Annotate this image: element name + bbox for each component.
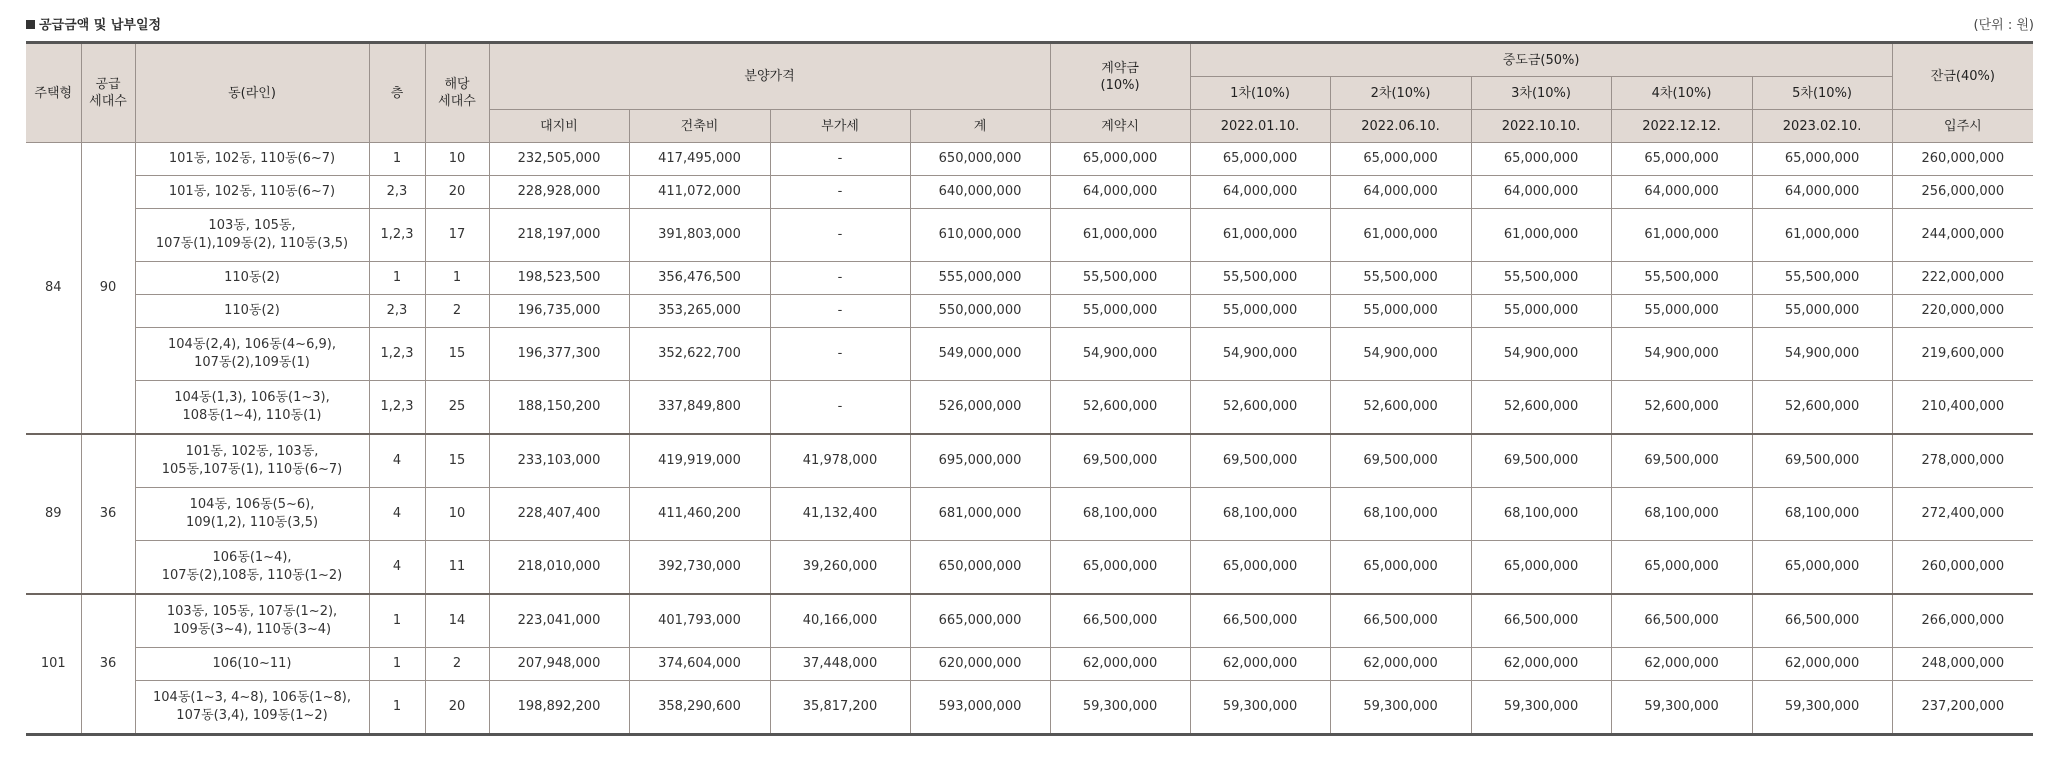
cell-land: 196,735,000 [489,295,629,328]
table-body [26,143,2033,735]
cell-balance: 244,000,000 [1892,209,2033,262]
cell-total: 549,000,000 [910,328,1050,381]
cell-vat: - [770,328,910,381]
cell-total: 681,000,000 [910,488,1050,541]
cell-build: 417,495,000 [629,143,770,176]
cell-land: 228,407,400 [489,488,629,541]
cell-total: 665,000,000 [910,594,1050,648]
table-row [26,488,2033,541]
header-balance: 잔금(40%) [1892,43,2033,110]
cell-land: 233,103,000 [489,434,629,488]
cell-m1: 68,100,000 [1190,488,1330,541]
cell-balance: 260,000,000 [1892,143,2033,176]
header-d3: 2022.10.10. [1471,110,1611,143]
cell-m4: 64,000,000 [1611,176,1752,209]
cell-total: 526,000,000 [910,381,1050,435]
cell-count: 20 [425,681,489,735]
header-land: 대지비 [489,110,629,143]
table-row [26,328,2033,381]
cell-vat: - [770,143,910,176]
cell-contract: 55,500,000 [1050,262,1190,295]
header-m5: 5차(10%) [1752,77,1892,110]
cell-m5: 68,100,000 [1752,488,1892,541]
cell-floor: 4 [369,488,425,541]
cell-floor: 1 [369,143,425,176]
cell-balance: 248,000,000 [1892,648,2033,681]
cell-floor: 1,2,3 [369,209,425,262]
cell-m4: 59,300,000 [1611,681,1752,735]
cell-m3: 54,900,000 [1471,328,1611,381]
cell-m5: 69,500,000 [1752,434,1892,488]
cell-floor: 2,3 [369,295,425,328]
cell-balance: 237,200,000 [1892,681,2033,735]
cell-contract: 65,000,000 [1050,541,1190,595]
header-count: 해당 세대수 [425,43,489,143]
cell-m2: 65,000,000 [1330,541,1471,595]
cell-dong: 101동, 102동, 110동(6~7) [135,143,369,176]
cell-contract: 54,900,000 [1050,328,1190,381]
cell-m1: 55,500,000 [1190,262,1330,295]
cell-m2: 52,600,000 [1330,381,1471,435]
cell-vat: - [770,295,910,328]
cell-m4: 55,500,000 [1611,262,1752,295]
cell-count: 1 [425,262,489,295]
cell-land: 196,377,300 [489,328,629,381]
cell-total: 550,000,000 [910,295,1050,328]
cell-contract: 61,000,000 [1050,209,1190,262]
header-vat: 부가세 [770,110,910,143]
square-bullet-icon [26,20,35,29]
cell-m2: 55,500,000 [1330,262,1471,295]
cell-m5: 62,000,000 [1752,648,1892,681]
cell-m3: 69,500,000 [1471,434,1611,488]
cell-m4: 55,000,000 [1611,295,1752,328]
cell-build: 411,072,000 [629,176,770,209]
section-title-text: 공급금액 및 납부일정 [39,18,162,33]
cell-m4: 52,600,000 [1611,381,1752,435]
cell-dong: 106(10~11) [135,648,369,681]
cell-m1: 52,600,000 [1190,381,1330,435]
header-build: 건축비 [629,110,770,143]
header-contract-when: 계약시 [1050,110,1190,143]
cell-dong: 110동(2) [135,295,369,328]
cell-m4: 69,500,000 [1611,434,1752,488]
cell-floor: 2,3 [369,176,425,209]
cell-m3: 59,300,000 [1471,681,1611,735]
table-row [26,648,2033,681]
cell-total: 610,000,000 [910,209,1050,262]
cell-contract: 68,100,000 [1050,488,1190,541]
cell-m3: 55,000,000 [1471,295,1611,328]
cell-m2: 68,100,000 [1330,488,1471,541]
header-balance-when: 입주시 [1892,110,2033,143]
cell-vat: - [770,381,910,435]
cell-m3: 52,600,000 [1471,381,1611,435]
cell-build: 401,793,000 [629,594,770,648]
cell-m5: 52,600,000 [1752,381,1892,435]
cell-floor: 1 [369,262,425,295]
cell-count: 2 [425,648,489,681]
cell-total: 695,000,000 [910,434,1050,488]
header-m4: 4차(10%) [1611,77,1752,110]
header-middle: 중도금(50%) [1190,43,1892,77]
cell-m3: 65,000,000 [1471,143,1611,176]
cell-dong: 101동, 102동, 110동(6~7) [135,176,369,209]
cell-m3: 65,000,000 [1471,541,1611,595]
cell-dong: 103동, 105동, 107동(1~2), 109동(3~4), 110동(3~4) [135,594,369,648]
cell-m5: 55,500,000 [1752,262,1892,295]
cell-m1: 65,000,000 [1190,541,1330,595]
table-row [26,681,2033,735]
cell-m1: 54,900,000 [1190,328,1330,381]
cell-m4: 62,000,000 [1611,648,1752,681]
unit-label: (단위 : 원) [1973,18,2034,33]
header-m3: 3차(10%) [1471,77,1611,110]
cell-total: 593,000,000 [910,681,1050,735]
header-m2: 2차(10%) [1330,77,1471,110]
cell-contract: 55,000,000 [1050,295,1190,328]
cell-vat: 37,448,000 [770,648,910,681]
cell-land: 218,197,000 [489,209,629,262]
cell-m4: 54,900,000 [1611,328,1752,381]
cell-m1: 61,000,000 [1190,209,1330,262]
cell-vat: 41,978,000 [770,434,910,488]
header-dong: 동(라인) [135,43,369,143]
cell-build: 411,460,200 [629,488,770,541]
cell-m2: 62,000,000 [1330,648,1471,681]
cell-type: 89 [26,434,81,594]
cell-m2: 55,000,000 [1330,295,1471,328]
cell-total: 555,000,000 [910,262,1050,295]
table-row [26,594,2033,648]
cell-m2: 66,500,000 [1330,594,1471,648]
cell-floor: 4 [369,434,425,488]
cell-contract: 69,500,000 [1050,434,1190,488]
cell-m2: 54,900,000 [1330,328,1471,381]
cell-m1: 64,000,000 [1190,176,1330,209]
cell-balance: 220,000,000 [1892,295,2033,328]
table-row [26,541,2033,595]
cell-dong: 104동(1,3), 106동(1~3), 108동(1~4), 110동(1) [135,381,369,435]
section-title [26,14,161,33]
cell-land: 232,505,000 [489,143,629,176]
cell-dong: 104동, 106동(5~6), 109(1,2), 110동(3,5) [135,488,369,541]
cell-m2: 69,500,000 [1330,434,1471,488]
cell-contract: 59,300,000 [1050,681,1190,735]
cell-vat: 35,817,200 [770,681,910,735]
cell-floor: 1 [369,681,425,735]
cell-contract: 64,000,000 [1050,176,1190,209]
cell-count: 17 [425,209,489,262]
header-m1: 1차(10%) [1190,77,1330,110]
table-row [26,262,2033,295]
cell-m4: 66,500,000 [1611,594,1752,648]
cell-dong: 101동, 102동, 103동, 105동,107동(1), 110동(6~7) [135,434,369,488]
cell-count: 14 [425,594,489,648]
cell-contract: 65,000,000 [1050,143,1190,176]
cell-total: 650,000,000 [910,143,1050,176]
cell-vat: 40,166,000 [770,594,910,648]
cell-floor: 1,2,3 [369,381,425,435]
cell-vat: - [770,262,910,295]
cell-m2: 64,000,000 [1330,176,1471,209]
cell-m5: 61,000,000 [1752,209,1892,262]
cell-count: 10 [425,143,489,176]
cell-build: 392,730,000 [629,541,770,595]
cell-land: 228,928,000 [489,176,629,209]
cell-total: 640,000,000 [910,176,1050,209]
cell-dong: 110동(2) [135,262,369,295]
cell-m3: 61,000,000 [1471,209,1611,262]
cell-floor: 4 [369,541,425,595]
header-floor: 층 [369,43,425,143]
cell-contract: 66,500,000 [1050,594,1190,648]
cell-count: 20 [425,176,489,209]
cell-dong: 104동(1~3, 4~8), 106동(1~8), 107동(3,4), 109동(1~2) [135,681,369,735]
cell-balance: 260,000,000 [1892,541,2033,595]
cell-build: 358,290,600 [629,681,770,735]
cell-m1: 65,000,000 [1190,143,1330,176]
cell-count: 2 [425,295,489,328]
cell-land: 218,010,000 [489,541,629,595]
cell-m4: 65,000,000 [1611,541,1752,595]
header-price: 분양가격 [489,43,1050,110]
cell-build: 391,803,000 [629,209,770,262]
cell-land: 198,523,500 [489,262,629,295]
cell-type: 84 [26,143,81,435]
cell-m5: 54,900,000 [1752,328,1892,381]
header-d2: 2022.06.10. [1330,110,1471,143]
cell-total: 650,000,000 [910,541,1050,595]
cell-contract: 52,600,000 [1050,381,1190,435]
cell-m5: 66,500,000 [1752,594,1892,648]
cell-count: 15 [425,434,489,488]
cell-vat: - [770,176,910,209]
cell-m4: 68,100,000 [1611,488,1752,541]
table-row [26,209,2033,262]
cell-contract: 62,000,000 [1050,648,1190,681]
cell-build: 352,622,700 [629,328,770,381]
cell-build: 419,919,000 [629,434,770,488]
cell-build: 337,849,800 [629,381,770,435]
cell-balance: 266,000,000 [1892,594,2033,648]
header-type: 주택형 [26,43,81,143]
cell-supply: 36 [81,594,135,735]
cell-land: 198,892,200 [489,681,629,735]
cell-m1: 59,300,000 [1190,681,1330,735]
cell-land: 207,948,000 [489,648,629,681]
cell-floor: 1 [369,594,425,648]
cell-m1: 69,500,000 [1190,434,1330,488]
cell-land: 223,041,000 [489,594,629,648]
cell-balance: 210,400,000 [1892,381,2033,435]
cell-count: 10 [425,488,489,541]
cell-land: 188,150,200 [489,381,629,435]
cell-count: 15 [425,328,489,381]
table-row [26,143,2033,176]
cell-vat: 39,260,000 [770,541,910,595]
cell-m5: 59,300,000 [1752,681,1892,735]
cell-m3: 64,000,000 [1471,176,1611,209]
cell-m5: 64,000,000 [1752,176,1892,209]
cell-m2: 61,000,000 [1330,209,1471,262]
cell-build: 374,604,000 [629,648,770,681]
cell-balance: 219,600,000 [1892,328,2033,381]
cell-dong: 103동, 105동, 107동(1),109동(2), 110동(3,5) [135,209,369,262]
cell-supply: 90 [81,143,135,435]
cell-m2: 65,000,000 [1330,143,1471,176]
header-d4: 2022.12.12. [1611,110,1752,143]
cell-m1: 66,500,000 [1190,594,1330,648]
cell-count: 25 [425,381,489,435]
cell-type: 101 [26,594,81,735]
table-row [26,381,2033,435]
cell-balance: 222,000,000 [1892,262,2033,295]
cell-count: 11 [425,541,489,595]
cell-m5: 55,000,000 [1752,295,1892,328]
cell-m3: 68,100,000 [1471,488,1611,541]
cell-vat: - [770,209,910,262]
cell-m5: 65,000,000 [1752,143,1892,176]
cell-supply: 36 [81,434,135,594]
cell-total: 620,000,000 [910,648,1050,681]
header-supply: 공급 세대수 [81,43,135,143]
header-total: 계 [910,110,1050,143]
cell-m5: 65,000,000 [1752,541,1892,595]
cell-floor: 1,2,3 [369,328,425,381]
cell-m3: 55,500,000 [1471,262,1611,295]
cell-build: 353,265,000 [629,295,770,328]
table-row [26,295,2033,328]
cell-vat: 41,132,400 [770,488,910,541]
header-contract: 계약금 (10%) [1050,43,1190,110]
cell-balance: 272,400,000 [1892,488,2033,541]
header-d5: 2023.02.10. [1752,110,1892,143]
table-row [26,176,2033,209]
cell-build: 356,476,500 [629,262,770,295]
cell-balance: 256,000,000 [1892,176,2033,209]
price-schedule-table [26,41,2033,736]
cell-dong: 104동(2,4), 106동(4~6,9), 107동(2),109동(1) [135,328,369,381]
table-row [26,434,2033,488]
cell-m1: 62,000,000 [1190,648,1330,681]
cell-m3: 66,500,000 [1471,594,1611,648]
cell-dong: 106동(1~4), 107동(2),108동, 110동(1~2) [135,541,369,595]
cell-m4: 65,000,000 [1611,143,1752,176]
cell-m4: 61,000,000 [1611,209,1752,262]
cell-m1: 55,000,000 [1190,295,1330,328]
cell-m2: 59,300,000 [1330,681,1471,735]
cell-floor: 1 [369,648,425,681]
cell-m3: 62,000,000 [1471,648,1611,681]
cell-balance: 278,000,000 [1892,434,2033,488]
header-d1: 2022.01.10. [1190,110,1330,143]
